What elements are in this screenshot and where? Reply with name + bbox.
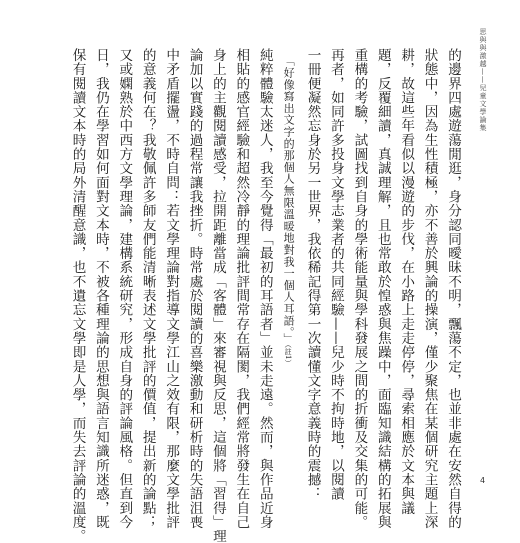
text-column: 的意義何在？我敬佩許多師友們能清晰表述文學批評的價值，提出新的論點； xyxy=(139,48,156,530)
header-separator: —— xyxy=(479,68,487,84)
text-column: 重構的考驗，試圖找到自身的學術能量與學科發展之間的折衝及交集的可能。 xyxy=(351,48,368,530)
text-column: 題，反覆細讀，真誠理解，且也常敢於惶惑與焦躁中，面臨知識結構的拓展與 xyxy=(374,48,391,530)
text-column: 身上的主觀閱讀感受，拉開距離當成「客體」來審視與反思，這個將「習得」理 xyxy=(209,48,226,543)
text-column: 一冊便凝然忘身於另一世界，我依稀記得第一次讀懂文字意義時的震撼： xyxy=(304,48,321,501)
quote-column xyxy=(276,55,300,446)
page-number: 4 xyxy=(480,476,486,485)
text-column: 耕，故這些年看似以漫遊的步伐，在小路上走走停停，尋索相應於文本與議 xyxy=(398,48,415,515)
text-column: 的邊界四處遊蕩閒逛，身分認同曖昧不明，飄蕩不定，也並非處在安然自得的 xyxy=(445,48,461,530)
text-column: 狀態中，因為生性積極，亦不善於興論的操演，僅少聚焦在某個研究主題上深 xyxy=(421,48,438,530)
text-column: 純粹體驗太迷人，我至今覺得「最初的耳語者」並未走遠。然而，與作品近身 xyxy=(256,48,273,530)
text-column: 相貼的感官經驗和超然冷靜的理論批評間常存在隔閡，我們經常將發生在自己 xyxy=(233,48,250,530)
footnote-marker: （註1） xyxy=(284,344,293,367)
text-column: 保有閱讀文本時的局外清醒意識，也不遺忘文學即是人學，而失去評論的溫度。 xyxy=(69,48,86,543)
book-subtitle: 兒童文學論集 xyxy=(479,84,487,132)
text-column: 再者，如同許多投身文學志業者的共同經驗——兒少時不拘時地，以閱讀 xyxy=(327,48,344,501)
text-column: 論加以實踐的過程常讓我挫折。時常處於閱讀的喜樂激動和研析時的失語沮喪 xyxy=(186,48,203,530)
book-title: 思與與激越 xyxy=(479,28,487,68)
running-header xyxy=(478,28,487,132)
quote-text: 「好像寫出文字的那個人無限溫暖地對我一個人耳語。」 xyxy=(282,55,296,345)
body-text xyxy=(65,48,464,543)
text-column: 中矛盾擺盪，不時自問：若文學理論對指導文學江山之效有限，那麼文學批評 xyxy=(163,48,180,530)
text-column: 日，我仍在學習如何面對文本時，不被各種理論的思想與語言知識所迷惑，既 xyxy=(92,48,109,530)
text-column: 又或嫻熟於中西方文學理論，建構系統研究，形成自身的評論風格。但直到今 xyxy=(116,48,133,530)
